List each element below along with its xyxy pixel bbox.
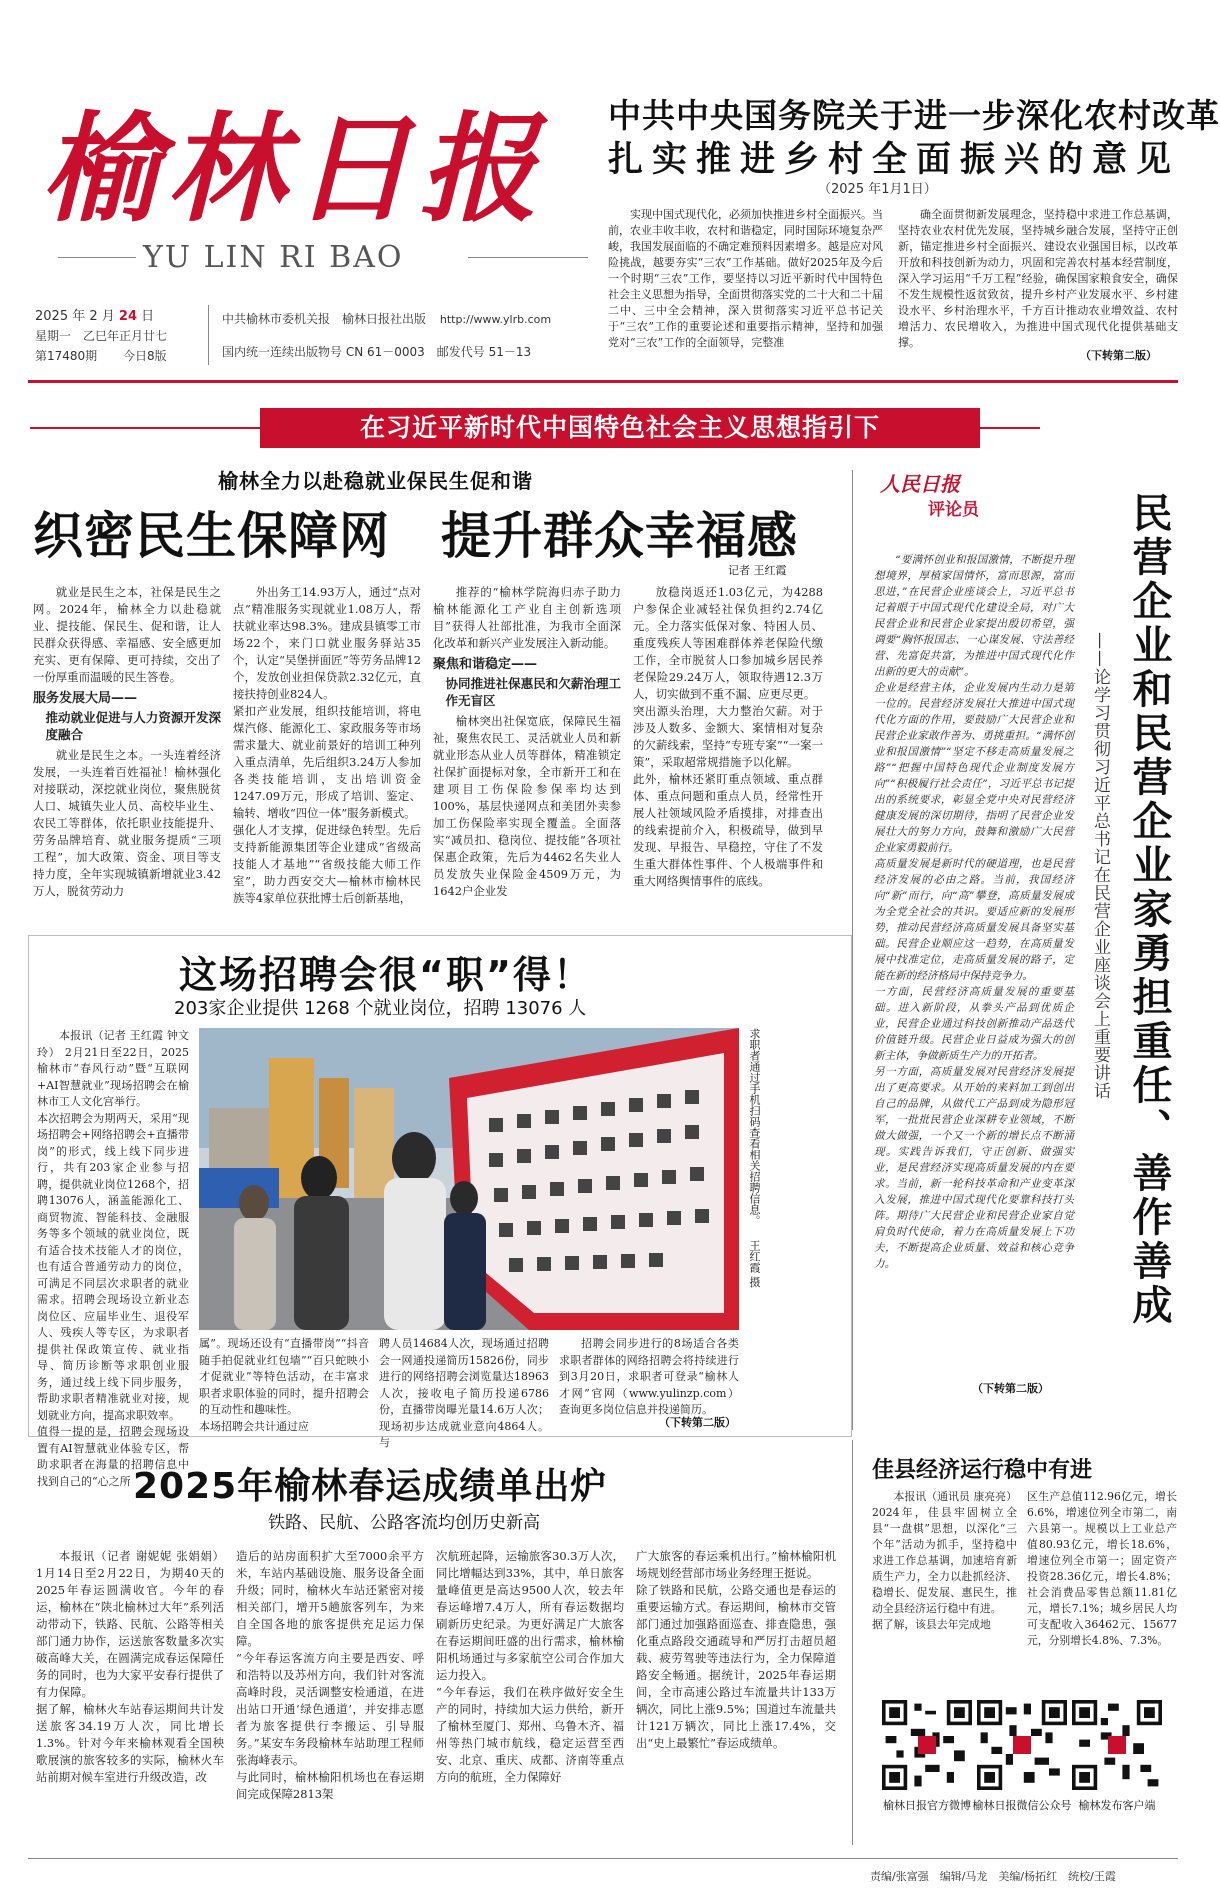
spring-col4: 广大旅客的春运乘机出行。”榆林榆阳机场规划经营部市场业务经理王挺说。 除了铁路和民航，公路交通也是春运的重要运输方式。春运期间，榆林市交管部门通过加强路面巡查、排查隐患，强化重点路段交通疏导和严厉打击超员超载、疲劳驾驶等违法行为，全力保障道路安全畅通。据统计，2025年春运期间，全市高速公路过车流量共计133万辆次，同比上涨9.5%；国道过车流量共计121万辆次，同比上涨17.4%，交出“史上最繁忙”春运成绩单。 (636, 1549, 836, 1750)
date-block (35, 305, 215, 364)
lead-col1: 就业是民生之本，社保是民生之网。2024年，榆林全力以赴稳就业、提技能、保民生、促和谐，让人民群众获得感、幸福感、安全感更加充实、更有保障、更可持续，交出了一份厚重而温暖的民生答卷。 服务发展大局—— 推动就业促进与人力资源开发深度融合 就业是民生之本。一头连着经济发展，一头连着百姓福祉！榆林强化对接联动，深挖就业岗位，聚焦脱贫人口、城镇失业人员、高校毕业生、农民工等群体，依托职业技能提升、劳务品牌培育、就业服务提质“三项工程”，加大政策、资金、项目等支持力度，全年实现城镇新增就业3.42万人，脱贫劳动力 (33, 585, 221, 898)
top-headline-2: 扎实推进乡村全面振兴的意见 (608, 140, 1181, 180)
weibo-qr-code[interactable] (882, 1700, 972, 1790)
brand-sub: 评论员 (928, 500, 979, 520)
jobs-headline: 这场招聘会很“职”得！ (179, 953, 593, 997)
cn-number: 国内统一连续出版物号 CN 61－0003 邮发代号 51－13 (222, 345, 532, 359)
spring-col3: 次航班起降，运输旅客30.3万人次，同比增幅达到33%，其中，单日旅客量峰值更是高达9500人次，较去年春运峰增7.4万人，所有春运数据均刷新历史纪录。为更好满足广大旅客在春运期间旺盛的出行需求，榆林榆阳机场通过与多家航空公司合作加大运力投入。 “今年春运，我们在秩序做好安全生产的同时，持续加大运力供给，新开了榆林至厦门、郑州、乌鲁木齐、福州等热门城市航线，稳定运营至西安、北京、重庆、成都、济南等重点方向的航班，全力保障好 (436, 1549, 624, 1784)
wechat-qr-code[interactable] (977, 1700, 1067, 1790)
lead-byline: 记者 王红霞 (728, 564, 787, 577)
lead-col4: 放稳岗返还1.03亿元，为4288户参保企业减轻社保负担约2.74亿元。全力落实低保对象、特困人员、重度残疾人等困难群体养老保险代缴工作，全市脱贫人口参加城乡居民养老保险29.24万人，领取待遇12.3万人，切实做到不重不漏、应更尽更。 突出源头治理，大力整治欠薪。对于涉及人数多、金额大、案情相对复杂的欠薪线索，坚持“专班专案”“一案一策”，采取超常规措施予以化解。 此外，榆林还紧盯重点领域、重点群体、重点问题和重点人员，经常性开展人社领域风险矛盾摸排，对排查出的线索提前介入，积极疏导，做到早发现、早报告、早稳控，守住了不发生重大群体性事件、个人极端事件和重大网络舆情事件的底线。 (633, 585, 823, 888)
brand-logo: 人民日报 (880, 472, 960, 496)
top-date: （2025 年1月1日） (818, 182, 937, 197)
photo-credit: 王红霞 摄 (748, 1239, 761, 1287)
pinyin-rule-left (58, 257, 136, 258)
spring-headline: 2025年榆林春运成绩单出炉 (133, 1466, 608, 1507)
banner-text: 在习近平新时代中国特色社会主义思想指引下 (359, 413, 880, 442)
footer-editors: 责编/张富强 编辑/马龙 美编/杨拓红 统校/王霞 (870, 1870, 1116, 1883)
economy-headline: 佳县经济运行稳中有进 (872, 1458, 1093, 1483)
website: http://www.ylrb.com (439, 313, 552, 326)
lead-subhead-1b: 推动就业促进与人力资源开发深度融合 (45, 710, 221, 742)
banner-rule-right (980, 427, 1040, 429)
jobs-col2: 属”。现场还设有“直播带岗”“抖音随手拍促就业红包墙”“百只蛇映小才促就业”等特色活动，在丰富求职者求职体验的同时，提升招聘会的互动性和趣味性。 本场招聘会共计通过应 (199, 1337, 369, 1433)
commentary-divider (852, 470, 853, 1430)
people-daily-brand (880, 468, 979, 520)
economy-divider (852, 1440, 853, 1845)
commentary-body: “要满怀创业和报国激情，不断提升理想境界，厚植家国情怀，富而思源，富而思进，”在民营企业座谈会上，习近平总书记着眼于中国式现代化建设全局，对广大民营企业和民营企业家提出殷切希望，强调要“胸怀报国志、一心谋发展、守法善经营、先富促共富，为推进中国式现代化作出新的更大的贡献”。 企业是经营主体，企业发展内生动力是第一位的。民营经济发展壮大推进中国式现代化方面的作用，要鼓励广大民营企业和民营企业家敢作善为、勇挑重担。“满怀创业和报国激情”“坚定不移走高质量发展之路”“把握中国特色现代企业制度发展方向”“积极履行社会责任”，习近平总书记提出的系统要求，彰显全党中央对民营经济健康发展的深切期待，指明了民营企业发展壮大的努力方向，鼓舞和激励广大民营企业家勇毅前行。 高质量发展是新时代的硬道理，也是民营经济发展的必由之路。当前，我国经济向“新”而行，向“高”攀登，高质量发展成为全党全社会的共识。要适应新的发展形势，推动民营经济高质量发展具备坚实基础。民营企业顺应这一趋势，在高质量发展中找准定位，走高质量发展的路子，定能在新的经济格局中保持竞争力。 一方面，民营经济高质量发展的重要基础。进入新阶段，从拳头产品到优质企业，民营企业通过科技创新推动产品迭代价值链升级。民营企业日益成为强大的创新主体，争做新质生产力的开拓者。 另一方面，高质量发展对民营经济发展提出了更高要求。从开始的来料加工到创出自己的品牌，从做代工产品到成为隐形冠军，一批批民营企业深耕专业领域，不断做大做强，一个又一个新的增长点不断涌现。实践告诉我们，守正创新、做强实业，是民营经济实现高质量发展的内在要求。当前，新一轮科技革命和产业变革深入发展，推进中国式现代化要靠科技打头阵。期待广大民营企业和民营企业家自觉肩负时代使命，着力在高质量发展上下功夫，不断提高企业质量、效益和核心竞争力。 (874, 554, 1074, 1270)
weekday: 星期一 乙巳年正月廿七 (35, 329, 168, 343)
page-count: 今日8版 (123, 349, 167, 363)
jobs-col4: 招聘会同步进行的8场适合各类求职者群体的网络招聘会将持续进行到3月20日，求职者可登录“榆林人才网”官网（www.yulinzp.com）查询更多岗位信息并投递简历。 (559, 1337, 739, 1416)
date-divider (208, 305, 209, 365)
banner-rule-left (30, 427, 260, 429)
lead-subhead-2: 聚焦和谐稳定—— (433, 657, 538, 672)
jobs-subheadline: 203家企业提供 1268 个就业岗位，招聘 13076 人 (174, 998, 587, 1019)
commentary-continued: （下转第二版） (972, 1382, 1049, 1395)
lead-story (28, 460, 848, 930)
header-red-rule (28, 380, 1178, 383)
lead-subhead-1: 服务发展大局—— (33, 691, 138, 706)
top-story-col1: 实现中国式现代化，必须加快推进乡村全面振兴。当前，农业丰收丰收，农村和谐稳定，同时国际环境复杂严峻，我国发展面临的不确定难预料因素增多。越是应对风险挑战，越要夯实“三农”工作基础。做好2025年及今后一个时期“三农”工作，要坚持以习近平新时代中国特色社会主义思想为指导，全面贯彻落实党的二十大和二十届二中、三中全会精神，深入贯彻落实习近平总书记关于“三农”工作的重要论述和重要指示精神，坚持和加强党对“三农”工作的全面领导，完整准 (608, 208, 883, 349)
lead-kicker: 榆林全力以赴稳就业保民生促和谐 (218, 469, 533, 493)
date-line: 2025 年 2 月 (35, 309, 115, 324)
commentary (862, 462, 1182, 1442)
qr-label-app: 榆林发布客户端 (1078, 1799, 1156, 1812)
spring-subheadline: 铁路、民航、公路客流均创历史新高 (268, 1513, 540, 1533)
spring-story (28, 1450, 850, 1870)
footer-rule (28, 1858, 1178, 1859)
lead-headline: 织密民生保障网 提升群众幸福感 (33, 507, 798, 565)
banner (260, 408, 980, 448)
economy-col1: 本报讯（通讯员 康亮亮） 2024年，佳县牢固树立全县“一盘棋”思想，以深化“三个年”活动为抓手，坚持稳中求进工作总基调，加速培育新质生产力，全力以赴抓经济、稳增长、促发展、惠民生，推动全县经济运行稳中有进。 据了解，该县去年完成地 (872, 1490, 1017, 1631)
commentary-headline: 民营企业和民营企业家勇担重任、善作善成 (1126, 492, 1172, 1328)
publisher-block (222, 310, 592, 360)
logo-lettering: 榆林日报 (41, 99, 546, 238)
lead-col2: 外出务工14.93万人，通过“点对点”精准服务实现就业1.08万人，帮扶就业率达98.3%。建成县镇零工市场22个，来门口就业服务驿站35个，认定“吴堡拼面匠”等劳务品牌12个，发放创业担保贷款2.32亿元，直接扶持创业824人。 紧扣产业发展，组织技能培训，将电煤汽修、能源化工、家政服务等市场需求量大、就业前景好的培训工种列入重点清单，先后组织3.24万人参加各类技能培训，支出培训资金1247.09万元，形成了培训、鉴定、输转、增收“四位一体”服务新模式。 强化人才支撑，促进绿色转型。先后支持新能源集团等企业建成“省级高技能人才基地”“省级技能大师工作室”，助力西安交大—榆林市榆林民族等4家单位获批博士后创新基地， (233, 585, 421, 905)
masthead-pinyin: YU LIN RI BAO (143, 240, 404, 275)
economy-story (862, 1445, 1182, 1695)
photo-illustration (199, 1028, 739, 1330)
lead-col3: 推荐的“榆林学院海归赤子助力榆林能源化工产业自主创新选项目”获得人社部批准，为我市全面深化改革和新兴产业发展注入新动能。 聚焦和谐稳定—— 协同推进社保惠民和欠薪治理工作无盲区 榆林突出社保宽底，保障民生福祉，聚焦农民工、灵活就业人员和新就业形态从业人员等群体，精准锁定社保扩面提标对象，全市新开工和在建项目工伤保险参保率均达到100%，基层快递网点和美团外卖参加工伤保险率实现全覆盖。全面落实“减员扣、稳岗位、提技能”各项社保惠企政策，先后为4462名失业人员发放失业保险金4509万元，为1642户企业发 (433, 585, 621, 898)
qr-label-weibo: 榆林日报官方微博 (883, 1799, 971, 1812)
newspaper-logo (36, 90, 556, 240)
top-story-continued: （下转第二版） (1080, 349, 1157, 362)
jobs-col3: 聘人员14684人次，现场通过招聘会一网通投递简历15826份，同步进行的网络招聘会浏览量达18963人次，接收电子简历投递6786份，直播带岗曝光量14.6万人次；现场初步达成就业意向4864人。与 (379, 1337, 549, 1449)
pinyin-rule-right (468, 257, 588, 258)
app-qr-code[interactable] (1072, 1700, 1162, 1790)
jobs-fair-photo (199, 1028, 739, 1330)
lead-subhead-2b: 协同推进社保惠民和欠薪治理工作无盲区 (445, 676, 621, 708)
economy-col2: 区生产总值112.96亿元，增长6.6%，增速位列全市第二，南六县第一。规模以上工业总产值80.93亿元，增长18.6%，增速位列全市第一；固定资产投资28.36亿元，增长4.8%；社会消费品零售总额11.81亿元，增长7.1%；城乡居民人均可支配收入36462元、15677元，分别增长4.8%、7.3%。 (1027, 1490, 1177, 1647)
photo-caption (747, 1028, 762, 1330)
date-day: 24 (118, 309, 137, 324)
top-story-col2: 确全面贯彻新发展理念，坚持稳中求进工作总基调，坚持农业农村优先发展，坚持城乡融合发展，坚持守正创新，锚定推进乡村全面振兴、建设农业强国目标，以改革开放和科技创新为动力，巩固和完善农村基本经营制度，深入学习运用“千万工程”经验，确保国家粮食安全，确保不发生规模性返贫致贫，提升乡村产业发展水平、乡村建设水平、乡村治理水平，千方百计推动农业增效益、农村增活力、农民增收入，为推进中国式现代化提供基础支撑。 (898, 208, 1178, 349)
issue-number: 第17480期 (35, 349, 98, 363)
jobs-col1: 本报讯（记者 王红霞 钟文玲） 2月21日至22日，2025榆林市“春风行动”暨“互联网+AI智慧就业”现场招聘会在榆林市工人文化宫举行。 本次招聘会为期两天，采用“现场招聘会+网络招聘会+直播带岗”的形式，线上线下同步进行，共有203家企业参与招聘，提供就业岗位1268个，招聘13076人，涵盖能源化工、商贸物流、智能科技、金融服务等多个领域的就业岗位，既有适合技术技能人才的岗位，也有适合普通劳动力的岗位，可满足不同层次求职者的就业需求。招聘会现场设立新业态岗位区、应届毕业生、退役军人、残疾人等专区，为求职者提供社保政策宣传、就业指导、简历诊断等求职创业服务，通过线上线下同步服务，帮助求职者精准就业对接，规划就业方向，提高求职效率。 值得一提的是，招聘会现场设置有AI智慧就业体验专区，帮助求职者在海量的招聘信息中找到自己的“心之所 (37, 1029, 189, 1488)
publisher: 中共榆林市委机关报 榆林日报社出版 (222, 312, 427, 326)
commentary-subheadline: ——论学习贯彻习近平总书记在民营企业座谈会上重要讲话 (1090, 632, 1110, 1100)
jobs-continued: （下转第二版） (659, 1416, 736, 1429)
qr-label-wechat: 榆林日报微信公众号 (972, 1799, 1072, 1812)
photo-caption-text: 求职者通过手机扫码查看相关招聘信息。 (748, 1028, 761, 1226)
qr-section (862, 1695, 1182, 1835)
spring-col1: 本报讯（记者 谢妮妮 张娟娟） 1月14日至2月22日，为期40天的2025年春运圆满收官。今年的春运，榆林在“陕北榆林过大年”系列活动带动下，铁路、民航、公路等相关部门通力协作，运送旅客数量多次实破高峰大关，在圆满完成春运保障任务的同时，也为大家平安春行提供了有力保障。 据了解，榆林火车站春运期间共计发送旅客34.19万人次，同比增长1.3%。针对今年来榆林观看全国秧歌展演的旅客较多的实际，榆林火车站前期对候车室进行升级改造，改 (36, 1549, 224, 1784)
date-unit: 日 (141, 309, 155, 324)
spring-col2: 造后的站房面积扩大至7000余平方米，车站内基础设施、服务设备全面升级；同时，榆林火车站还紧密对接相关部门，增开5趟旅客列车，为来自全国各地的旅客提供充足运力保障。 “今年春运客流方向主要是西安、呼和浩特以及苏州方向，我们针对客流高峰时段，灵活调整安检通道，在进出站口开通‘绿色通道’，并安排志愿者为旅客提供行李搬运、引导服务。”某安车务段榆林车站助理工程师张海峰表示。 与此同时，榆林榆阳机场也在春运期间完成保障2813架 (236, 1549, 424, 1801)
top-headline-1: 中共中央国务院关于进一步深化农村改革 (608, 96, 1220, 135)
